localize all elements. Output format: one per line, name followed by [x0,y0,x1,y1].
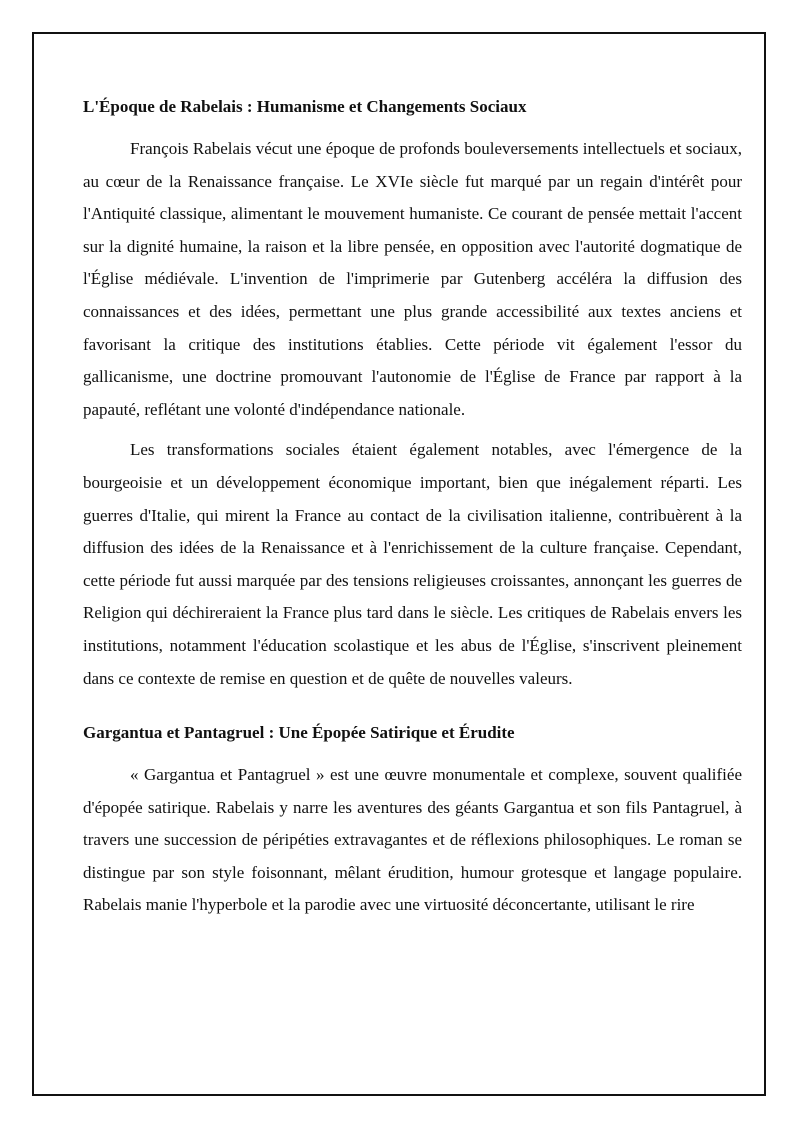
section-title: Gargantua et Pantagruel : Une Épopée Satirique et Érudite [83,723,515,743]
paragraph: « Gargantua et Pantagruel » est une œuvre monumentale et complexe, souvent qualifiée d'épopée satirique. Rabelais y narre les aventures des géants Gargantua et son fils Pantagruel, à travers une succession de péripéties extravagantes et de réflexions philosophiques. Le roman se distingue par son style foisonnant, mêlant érudition, humour grotesque et langage populaire. Rabelais manie l'hyperbole et la parodie avec une virtuosité déconcertante, utilisant le rire [83,765,742,915]
paragraph: Les transformations sociales étaient également notables, avec l'émergence de la bourgeoisie et un développement économique important, bien que inégalement réparti. Les guerres d'Italie, qui mirent la France au contact de la civilisation italienne, contribuèrent à la diffusion des idées de la Renaissance et à l'enrichissement de la culture française. Cependant, cette période fut aussi marquée par des tensions religieuses croissantes, annonçant les guerres de Religion qui déchireraient la France plus tard dans le siècle. Les critiques de Rabelais envers les institutions, notamment l'éducation scolastique et les abus de l'Église, s'inscrivent pleinement dans ce contexte de remise en question et de quête de nouvelles valeurs. [83,440,742,688]
section-title: L'Époque de Rabelais : Humanisme et Changements Sociaux [83,97,527,116]
paragraph: François Rabelais vécut une époque de profonds bouleversements intellectuels et sociaux, au cœur de la Renaissance française. Le XVIe siècle fut marqué par un regain d'intérêt pour l'Antiquité classique, alimentant le mouvement humaniste. Ce courant de pensée mettait l'accent sur la dignité humaine, la raison et la libre pensée, en opposition avec l'autorité dogmatique de l'Église médiévale. L'invention de l'imprimerie par Gutenberg accéléra la diffusion des connaissances et des idées, permettant une plus grande accessibilité aux textes anciens et favorisant la critique des institutions établies. Cette période vit également l'essor du gallicanisme, une doctrine promouvant l'autonomie de l'Église de France par rapport à la papauté, reflétant une volonté d'indépendance nationale. [83,139,742,419]
document-body [83,95,742,930]
